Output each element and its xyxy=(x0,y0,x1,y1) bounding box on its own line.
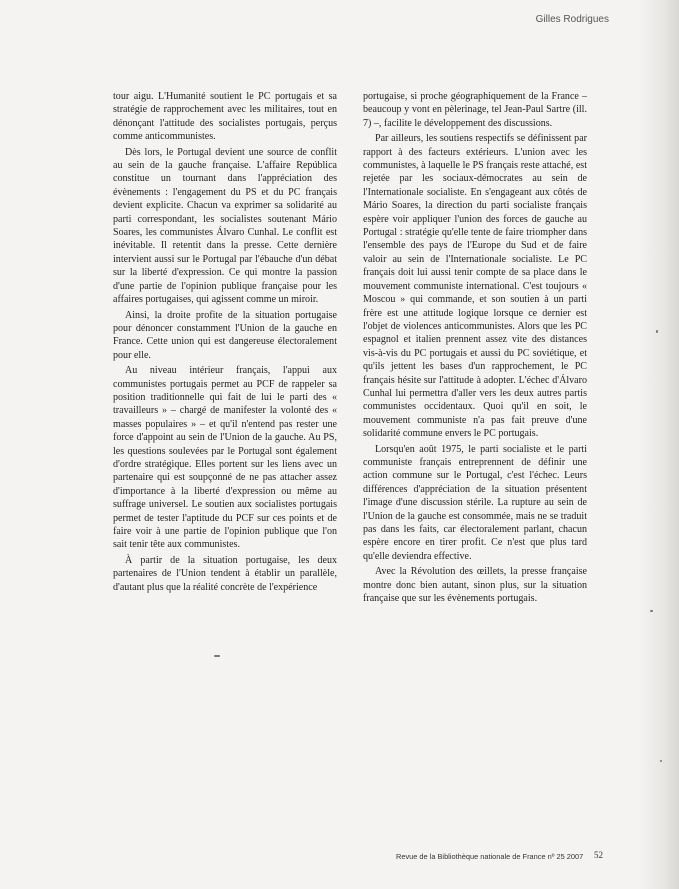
footer-journal-title: Revue de la Bibliothèque nationale de France nº 25 2007 xyxy=(396,852,584,861)
left-text-column xyxy=(113,90,337,594)
paragraph: Par ailleurs, les soutiens respectifs se définissent par rapport à des facteurs extérieurs. L'union avec les communistes, à laquelle le PS français reste attaché, est rejetée par les sociaux-démocrates au sein de l'Internationale socialiste. En s'engageant aux côtés de Mário Soares, la direction du parti socialiste français espère voir appliquer l'union des forces de gauche au Portugal : stratégie qu'elle tente de faire triompher dans l'ensemble des pays de l'Europe du Sud et de faire valoir au sein de l'Internationale socialiste. Le PC français doit lui aussi tenir compte de sa place dans le mouvement communiste international. C'est toujours « Moscou » qui commande, et son soutien à un parti frère est une attitude logique lorsque ce dernier est l'objet de violences anticommunistes. Alors que les PC espagnol et italien prennent assez vite des distances vis-à-vis du PC portugais et aussi du PC soviétique, et qu'ils jettent les bases d'un rapprochement, le PC français hésite sur l'attitude à adopter. L'échec d'Álvaro Cunhal lui permettra d'aller vers les deux autres partis communistes occidentaux. Quoi qu'il en soit, le mouvement communiste n'a pas fait preuve d'une solidarité commune envers le PC portugais. xyxy=(363,133,587,440)
page-number: 52 xyxy=(594,850,603,860)
paragraph: Lorsqu'en août 1975, le parti socialiste et le parti communiste français entreprennent de définir une action commune sur le Portugal, c'est l'échec. Leurs différences d'appréciation de la situation présentent l'image d'une discussion stérile. La rupture au sein de l'Union de la gauche est consommée, mais ne se traduit pas dans les faits, car électoralement parlant, chacun espère encore en tirer profit. Ce n'est que plus tard qu'elle deviendra effective. xyxy=(363,443,587,562)
right-text-column xyxy=(363,90,587,605)
scan-speck xyxy=(214,655,220,657)
paragraph: portugaise, si proche géographiquement de la France – beaucoup y vont en pèlerinage, tel Jean-Paul Sartre (ill. 7) –, facilite le développement des discussions. xyxy=(363,91,587,129)
paragraph: Avec la Révolution des œillets, la presse française montre donc bien autant, sinon plus, sur la situation française que sur les évènements portugais. xyxy=(363,566,587,605)
paragraph: Au niveau intérieur français, l'appui aux communistes portugais permet au PCF de rappeler sa position traditionnelle qui fait de lui le parti des « travailleurs » – chargé de manifester la volonté des « masses populaires » – et qu'il n'entend pas rester une force d'appoint au sein de l'Union de la gauche. Au PS, les questions soulevées par le Portugal sont également d'ordre stratégique. Elles portent sur les liens avec un partenaire qui est soupçonné de ne pas attacher assez d'importance à la liberté d'expression ou même au suffrage universel. Le soutien aux socialistes portugais permet de tester l'aptitude du PCF sur ces points et de faire voir à une partie de l'opinion publique que l'on sait tenir tête aux communistes. xyxy=(113,365,337,551)
paragraph: Ainsi, la droite profite de la situation portugaise pour dénoncer constamment l'Union de la gauche en France. Cette union qui est dangereuse électoralement pour elle. xyxy=(113,309,337,361)
paragraph: Dès lors, le Portugal devient une source de conflit au sein de la gauche française. L'affaire República constitue un tournant dans l'appréciation des évènements : l'engagement du PS et du PC français devient explicite. Chacun va exprimer sa solidarité au parti correspondant, les socialistes soutenant Mário Soares, les communistes Álvaro Cunhal. Le conflit est inévitable. Il retentit dans la presse. Cette dernière intervient aussi sur le Portugal par l'ébauche d'un débat sur la liberté d'expression. Ce qui montre la passion d'une partie de l'opinion publique française pour les affaires portugaises, qui agissent comme un miroir. xyxy=(113,146,337,306)
scan-speck xyxy=(650,610,653,612)
scan-speck xyxy=(656,330,658,333)
scan-edge-shadow xyxy=(639,0,679,889)
paragraph: tour aigu. L'Humanité soutient le PC portugais et sa stratégie de rapprochement avec les militaires, tout en dénonçant l'attitude des socialistes portugais, perçus comme anticommunistes. xyxy=(113,91,337,143)
running-header-author: Gilles Rodrigues xyxy=(535,14,609,25)
paragraph: À partir de la situation portugaise, les deux partenaires de l'Union tendent à établir un parallèle, d'autant plus que la réalité concrète de l'expérience xyxy=(113,554,337,593)
scan-speck xyxy=(660,760,662,762)
